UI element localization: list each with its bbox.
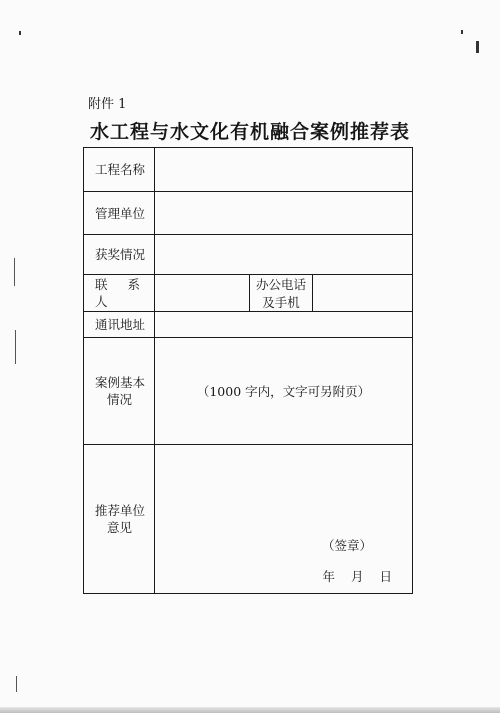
scan-speck — [19, 31, 21, 35]
date-year-label: 年 — [322, 569, 336, 584]
contact-label: 联 系 人 — [84, 275, 155, 312]
scan-speck — [476, 41, 479, 53]
awards-field[interactable] — [155, 235, 413, 275]
case-info-hint: （1000 字内，文字可另附页） — [196, 384, 371, 399]
recommend-label-line2: 意见 — [107, 520, 133, 535]
scan-bottom-edge — [0, 707, 500, 713]
recommendation-form — [83, 147, 413, 594]
management-unit-field[interactable] — [155, 192, 413, 235]
recommend-label-line1: 推荐单位 — [95, 503, 146, 518]
address-field[interactable] — [155, 312, 413, 338]
address-label: 通讯地址 — [84, 312, 155, 338]
scan-edge-mark — [16, 676, 17, 692]
phone-label-line1: 办公电话 — [255, 277, 306, 292]
project-name-field[interactable] — [155, 148, 413, 192]
date-line — [323, 567, 393, 585]
scan-edge-mark — [14, 258, 15, 286]
recommend-label — [84, 445, 155, 594]
awards-label: 获奖情况 — [84, 235, 155, 275]
case-info-field[interactable] — [155, 338, 413, 445]
contact-field[interactable] — [155, 275, 250, 312]
case-info-label — [84, 338, 155, 445]
attachment-label: 附件 1 — [88, 97, 127, 112]
form-row-management-unit — [84, 192, 413, 235]
project-name-label: 工程名称 — [84, 148, 155, 192]
form-row-case-info — [84, 338, 413, 445]
case-info-label-line2: 情况 — [107, 392, 133, 407]
form-row-contact — [84, 275, 413, 312]
form-row-awards — [84, 235, 413, 275]
date-month-label: 月 — [351, 569, 364, 584]
date-day-label: 日 — [379, 569, 393, 584]
signature-stamp-label: （签章） — [322, 538, 373, 553]
page-title: 水工程与水文化有机融合案例推荐表 — [89, 121, 410, 143]
phone-label — [250, 275, 313, 312]
recommend-opinion-field[interactable] — [155, 445, 413, 594]
form-row-address — [84, 312, 413, 338]
case-info-label-line1: 案例基本 — [95, 375, 146, 390]
scan-speck — [461, 30, 463, 34]
phone-label-line2: 及手机 — [262, 295, 300, 310]
phone-field[interactable] — [313, 275, 413, 312]
form-row-recommendation — [84, 445, 413, 594]
scan-edge-mark — [15, 330, 16, 364]
form-row-project-name — [84, 148, 413, 192]
management-unit-label: 管理单位 — [84, 192, 155, 235]
